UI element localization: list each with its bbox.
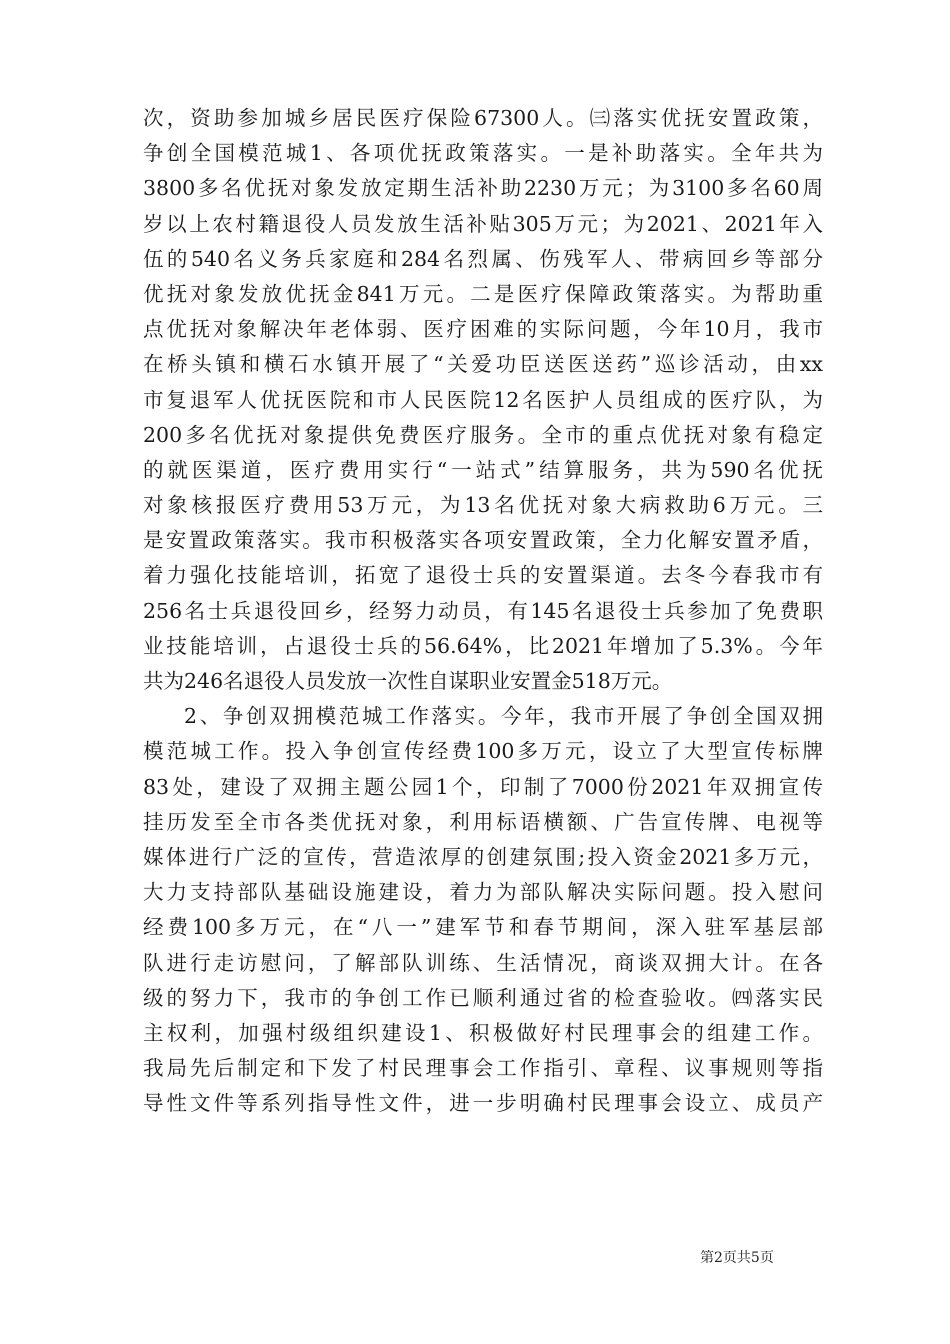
text-line: 主权利，加强村级组织建设1、积极做好村民理事会的组建工作。	[143, 1020, 823, 1045]
text-line: 伍的540名义务兵家庭和284名烈属、伤残军人、带病回乡等部分	[143, 246, 823, 271]
body-text	[143, 101, 823, 1121]
text-line: 市复退军人优抚医院和市人民医院12名医护人员组成的医疗队，为	[143, 387, 823, 412]
text-line: 3800多名优抚对象发放定期生活补助2230万元；为3100多名60周	[143, 176, 823, 201]
text-line: 在桥头镇和横石水镇开展了“关爱功臣送医送药”巡诊活动，由xx	[143, 352, 823, 377]
text-line: 挂历发至全市各类优抚对象，利用标语横额、广告宣传牌、电视等	[143, 809, 823, 834]
text-line: 岁以上农村籍退役人员发放生活补贴305万元；为2021、2021年入	[143, 211, 823, 236]
text-line: 83处，建设了双拥主题公园1个，印制了7000份2021年双拥宣传	[143, 774, 823, 799]
text-line: 是安置政策落实。我市积极落实各项安置政策，全力化解安置矛盾，	[143, 528, 823, 553]
paragraph-end-line: 共为246名退役人员发放一次性自谋职业安置金518万元。	[143, 669, 673, 693]
text-line: 点优抚对象解决年老体弱、医疗困难的实际问题，今年10月，我市	[143, 317, 823, 342]
text-line: 队进行走访慰问，了解部队训练、生活情况，商谈双拥大计。在各	[143, 950, 823, 975]
text-line: 我局先后制定和下发了村民理事会工作指引、章程、议事规则等指	[143, 1056, 823, 1081]
text-line: 256名士兵退役回乡，经努力动员，有145名退役士兵参加了免费职	[143, 598, 823, 623]
paragraph-start-line: 2、争创双拥模范城工作落实。今年，我市开展了争创全国双拥	[184, 704, 823, 729]
text-line: 媒体进行广泛的宣传，营造浓厚的创建氛围;投入资金2021多万元，	[143, 844, 823, 869]
text-line: 200多名优抚对象提供免费医疗服务。全市的重点优抚对象有稳定	[143, 422, 823, 447]
text-line: 业技能培训，占退役士兵的56.64%，比2021年增加了5.3%。今年	[143, 633, 823, 658]
page-number: 第2页共5页	[700, 1250, 774, 1266]
text-line: 的就医渠道，医疗费用实行“一站式”结算服务，共为590名优抚	[143, 457, 823, 482]
text-line: 经费100多万元，在“八一”建军节和春节期间，深入驻军基层部	[143, 915, 823, 940]
text-line: 争创全国模范城1、各项优抚政策落实。一是补助落实。全年共为	[143, 141, 823, 166]
text-line: 次，资助参加城乡居民医疗保险67300人。㈢落实优抚安置政策，	[143, 106, 823, 130]
text-line: 优抚对象发放优抚金841万元。二是医疗保障政策落实。为帮助重	[143, 281, 823, 306]
text-line: 着力强化技能培训，拓宽了退役士兵的安置渠道。去冬今春我市有	[143, 563, 823, 588]
text-line: 级的努力下，我市的争创工作已顺利通过省的检查验收。㈣落实民	[143, 985, 823, 1010]
text-line: 导性文件等系列指导性文件，进一步明确村民理事会设立、成员产	[143, 1091, 823, 1116]
text-line: 大力支持部队基础设施建设，着力为部队解决实际问题。投入慰问	[143, 880, 823, 905]
text-line: 对象核报医疗费用53万元，为13名优抚对象大病救助6万元。三	[143, 493, 823, 518]
text-line: 模范城工作。投入争创宣传经费100多万元，设立了大型宣传标牌	[143, 739, 823, 764]
